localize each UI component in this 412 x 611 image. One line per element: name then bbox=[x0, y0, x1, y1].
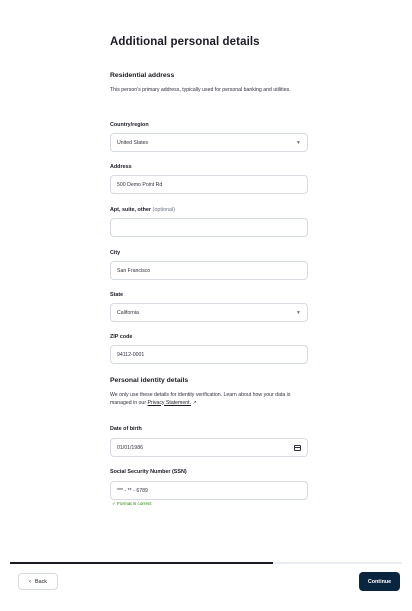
ssn-validation-message: ✓ Format is correct bbox=[112, 501, 152, 506]
state-value: California bbox=[117, 309, 139, 316]
address-field[interactable] bbox=[110, 175, 308, 194]
residential-section-description: This person's primary address, typically used for personal banking and utilities. bbox=[110, 87, 291, 93]
city-field[interactable] bbox=[110, 261, 308, 280]
calendar-icon[interactable] bbox=[294, 445, 301, 451]
zip-label: ZIP code bbox=[110, 334, 133, 340]
country-select[interactable] bbox=[110, 133, 308, 152]
ssn-field[interactable] bbox=[110, 481, 308, 500]
identity-section-title: Personal identity details bbox=[110, 377, 189, 384]
address-label: Address bbox=[110, 164, 132, 170]
country-label: Country/region bbox=[110, 122, 149, 128]
identity-description-text: We only use these details for identity verification. Learn about how your data is managed in our bbox=[110, 392, 291, 406]
page-title: Additional personal details bbox=[110, 36, 260, 48]
progress-bar bbox=[10, 562, 402, 564]
apt-label-text: Apt, suite, other bbox=[110, 207, 152, 213]
city-label: City bbox=[110, 250, 121, 256]
continue-button[interactable]: Continue bbox=[359, 572, 400, 591]
external-link-icon: ↗ bbox=[192, 399, 197, 406]
optional-tag: (optional) bbox=[152, 207, 176, 213]
address-value: 500 Demo Point Rd bbox=[117, 181, 163, 188]
privacy-statement-link[interactable]: Privacy Statement. bbox=[147, 399, 192, 406]
apt-label bbox=[110, 207, 175, 213]
state-select[interactable] bbox=[110, 303, 308, 322]
dob-value: 01/01/1986 bbox=[117, 444, 143, 451]
zip-field[interactable] bbox=[110, 345, 308, 364]
country-value: United States bbox=[117, 139, 149, 146]
progress-bar-fill bbox=[10, 562, 273, 564]
identity-section-description bbox=[110, 392, 308, 407]
city-value: San Francisco bbox=[117, 267, 151, 274]
back-button[interactable] bbox=[18, 573, 58, 590]
dob-field[interactable] bbox=[110, 438, 308, 457]
ssn-label: Social Security Number (SSN) bbox=[110, 469, 187, 475]
chevron-down-icon: ▼ bbox=[296, 309, 301, 316]
dob-label: Date of birth bbox=[110, 426, 142, 432]
zip-value: 94112-0001 bbox=[117, 351, 145, 358]
back-button-label: Back bbox=[35, 578, 47, 585]
chevron-left-icon: ‹ bbox=[29, 578, 31, 585]
ssn-value: *** - ** - 6789 bbox=[117, 487, 148, 494]
apt-field[interactable] bbox=[110, 218, 308, 237]
residential-section-title: Residential address bbox=[110, 72, 175, 79]
chevron-down-icon: ▼ bbox=[296, 139, 301, 146]
state-label: State bbox=[110, 292, 124, 298]
